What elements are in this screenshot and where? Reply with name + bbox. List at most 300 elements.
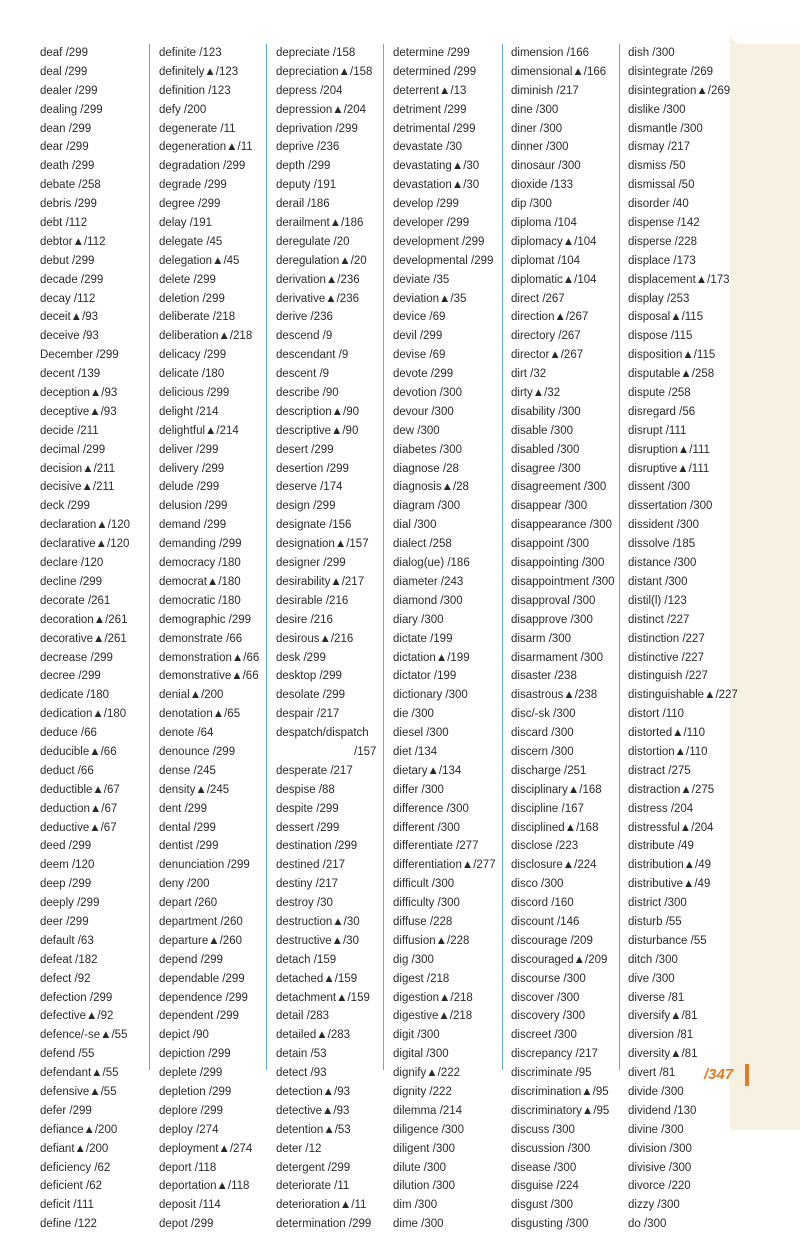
index-entry: defiant▲/200 (40, 1142, 109, 1155)
index-entry: despite /299 (276, 802, 339, 815)
index-entry: delete /299 (159, 273, 216, 286)
index-entry: democracy /180 (159, 557, 241, 570)
index-entry: die /300 (393, 708, 434, 721)
index-entry: devastation▲/30 (393, 179, 480, 192)
index-entry: dismiss /50 (628, 160, 686, 173)
index-entry: debt /112 (40, 217, 88, 230)
index-entry: division /300 (628, 1142, 692, 1155)
index-column-1 (40, 44, 152, 1234)
index-entry: display /253 (628, 292, 690, 305)
index-entry: descriptive▲/90 (276, 424, 359, 437)
index-entry: dismissal /50 (628, 179, 695, 192)
index-entry: depress /204 (276, 84, 343, 97)
index-entry: disabled /300 (511, 443, 580, 456)
index-entry: degeneration▲/11 (159, 141, 253, 154)
index-entry: dependent /299 (159, 1010, 239, 1023)
index-entry: discreet /300 (511, 1029, 577, 1042)
index-entry: designate /156 (276, 519, 352, 532)
index-entry: discipline /167 (511, 802, 584, 815)
index-entry: defeat /182 (40, 953, 98, 966)
index-entry: destination /299 (276, 840, 358, 853)
index-entry: desirability▲/217 (276, 575, 365, 588)
index-entry: deal /299 (40, 65, 88, 78)
index-entry: definition /123 (159, 84, 231, 97)
index-column-2 (159, 44, 271, 1234)
index-entry: democratic /180 (159, 594, 241, 607)
index-entry: deceive /93 (40, 330, 99, 343)
index-entry: despair /217 (276, 708, 340, 721)
index-entry: diffusion▲/228 (393, 934, 470, 947)
index-entry: dissident /300 (628, 519, 699, 532)
index-entry: defect /92 (40, 972, 91, 985)
index-entry: destined /217 (276, 859, 346, 872)
index-entry: digital /300 (393, 1048, 449, 1061)
index-entry: dish /300 (628, 47, 675, 59)
index-entry: disregard /56 (628, 405, 696, 418)
index-entry: delay /191 (159, 217, 213, 230)
index-entry: dismantle /300 (628, 122, 703, 135)
index-entry: dictation▲/199 (393, 651, 470, 664)
index-entry: digestive▲/218 (393, 1010, 473, 1023)
index-entry: determined /299 (393, 65, 477, 78)
index-entry: discord /160 (511, 897, 574, 910)
index-entry: dinner /300 (511, 141, 569, 154)
index-entry: detriment /299 (393, 103, 467, 116)
index-entry: discuss /300 (511, 1123, 575, 1136)
index-entry: diabetes /300 (393, 443, 463, 456)
index-entry: decorative▲/261 (40, 632, 127, 645)
index-entry: digit /300 (393, 1029, 440, 1042)
index-entry: discrepancy /217 (511, 1048, 598, 1061)
index-entry: devastate /30 (393, 141, 463, 154)
index-entry: desertion /299 (276, 462, 349, 475)
index-entry: denotation▲/65 (159, 708, 241, 721)
index-entry: deficit /111 (40, 1199, 94, 1212)
index-entry: degenerate /11 (159, 122, 236, 135)
index-entry: deficient /62 (40, 1180, 103, 1193)
index-entry: detain /53 (276, 1048, 327, 1061)
index-entry: dilemma /214 (393, 1104, 463, 1117)
index-entry: deny /200 (159, 878, 210, 891)
index-entry: disruption▲/111 (628, 443, 710, 456)
index-entry: dividend /130 (628, 1104, 697, 1117)
index-entry: detection▲/93 (276, 1085, 351, 1098)
index-entry: deployment▲/274 (159, 1142, 253, 1155)
index-entry: difference /300 (393, 802, 469, 815)
index-entry: determine /299 (393, 47, 470, 59)
index-entry: deputy /191 (276, 179, 337, 192)
index-entry: defective▲/92 (40, 1010, 114, 1023)
index-entry: directory /267 (511, 330, 581, 343)
index-entry: declare /120 (40, 557, 104, 570)
index-entry: disposal▲/115 (628, 311, 704, 324)
index-entry: distort /110 (628, 708, 685, 721)
index-entry: destroy /30 (276, 897, 333, 910)
index-entry: discouraged▲/209 (511, 953, 608, 966)
index-entry: delight /214 (159, 405, 219, 418)
index-entry: dentist /299 (159, 840, 219, 853)
index-entry: disturbance /55 (628, 934, 707, 947)
index-entry: diagram /300 (393, 500, 461, 513)
index-entry: detect /93 (276, 1067, 327, 1080)
index-entry: defence/-se▲/55 (40, 1029, 128, 1042)
index-entry: decisive▲/211 (40, 481, 115, 494)
index-entry: disagree /300 (511, 462, 581, 475)
index-entry: dear /299 (40, 141, 89, 154)
index-entry: deficiency /62 (40, 1161, 111, 1174)
index-entry: description▲/90 (276, 405, 359, 418)
index-entry: devote /299 (393, 368, 454, 381)
index-entry: dimensional▲/166 (511, 65, 607, 78)
index-entry: disappointing /300 (511, 557, 605, 570)
index-entry: discourse /300 (511, 972, 586, 985)
index-entry: district /300 (628, 897, 687, 910)
index-entry: dispute /258 (628, 387, 691, 400)
index-entry: divisive /300 (628, 1161, 692, 1174)
index-entry: diffuse /228 (393, 915, 453, 928)
index-entry: desktop /299 (276, 670, 342, 683)
index-entry: disappearance /300 (511, 519, 613, 532)
index-entry: distribute /49 (628, 840, 694, 853)
index-entry: defend /55 (40, 1048, 95, 1061)
index-entry: diagnose /28 (393, 462, 459, 475)
index-entry: depression▲/204 (276, 103, 367, 116)
index-entry: diversion /81 (628, 1029, 694, 1042)
index-entry: disruptive▲/111 (628, 462, 710, 475)
index-entry: differ /300 (393, 783, 444, 796)
index-entry: development /299 (393, 235, 485, 248)
index-entry: devastating▲/30 (393, 160, 480, 173)
index-entry: displacement▲/173 (628, 273, 730, 286)
index-entry: desirous▲/216 (276, 632, 354, 645)
index-entry: delivery /299 (159, 462, 225, 475)
index-entry: delusion /299 (159, 500, 228, 513)
index-entry: describe /90 (276, 387, 339, 400)
index-entry: deceit▲/93 (40, 311, 99, 324)
index-entry: direct /267 (511, 292, 565, 305)
index-entry: difficult /300 (393, 878, 455, 891)
index-entry: disclosure▲/224 (511, 859, 597, 872)
index-entry: diploma /104 (511, 217, 577, 230)
index-entry: death /299 (40, 160, 95, 173)
index-entry: derivative▲/236 (276, 292, 359, 305)
index-entry: deduction▲/67 (40, 802, 118, 815)
index-entry: debut /299 (40, 254, 95, 267)
index-entry: disaster /238 (511, 670, 577, 683)
index-entry: decay /112 (40, 292, 96, 305)
index-entry: digest /218 (393, 972, 450, 985)
column-divider (383, 44, 384, 1070)
index-entry: disgusting /300 (511, 1218, 589, 1231)
index-column-4 (393, 44, 505, 1234)
index-entry: disco /300 (511, 878, 564, 891)
index-entry: discriminate /95 (511, 1067, 592, 1080)
index-entry: difficulty /300 (393, 897, 460, 910)
index-entry: decorate /261 (40, 594, 111, 607)
index-entry: despatch/dispatch (276, 727, 369, 740)
index-entry: dissolve /185 (628, 538, 696, 551)
index-entry: displace /173 (628, 254, 696, 267)
index-entry: deaf /299 (40, 47, 88, 59)
index-entry: delicate /180 (159, 368, 225, 381)
index-entry: digestion▲/218 (393, 991, 473, 1004)
column-divider (266, 44, 267, 1070)
index-entry: derivation▲/236 (276, 273, 360, 286)
index-entry: definitely▲/123 (159, 65, 239, 78)
index-entry: denote /64 (159, 727, 214, 740)
index-entry: discussion /300 (511, 1142, 591, 1155)
index-entry: denunciation /299 (159, 859, 250, 872)
index-entry: demonstrative▲/66 (159, 670, 259, 683)
index-entry: disputable▲/258 (628, 368, 715, 381)
index-entry: deserve /174 (276, 481, 343, 494)
index-entry: deregulate /20 (276, 235, 350, 248)
index-entry: director▲/267 (511, 349, 584, 362)
index-entry: derail /186 (276, 198, 330, 211)
index-entry: distance /300 (628, 557, 697, 570)
index-entry: declaration▲/120 (40, 519, 131, 532)
index-entry: divide /300 (628, 1085, 684, 1098)
index-entry: ditch /300 (628, 953, 678, 966)
index-entry: detachment▲/159 (276, 991, 370, 1004)
index-entry: dislike /300 (628, 103, 686, 116)
index-entry: depth /299 (276, 160, 331, 173)
index-entry: detention▲/53 (276, 1123, 351, 1136)
index-entry: defy /200 (159, 103, 207, 116)
index-entry: disarm /300 (511, 632, 572, 645)
index-entry: define /122 (40, 1218, 97, 1231)
index-entry: dirty▲/32 (511, 387, 561, 400)
index-entry: distinctive /227 (628, 651, 705, 664)
index-entry: deed /299 (40, 840, 92, 853)
index-entry: deliver /299 (159, 443, 219, 456)
index-entry: deducible▲/66 (40, 745, 117, 758)
index-entry: dilution /300 (393, 1180, 456, 1193)
index-entry: devil /299 (393, 330, 443, 343)
index-entry: developer /299 (393, 217, 470, 230)
index-entry: despise /88 (276, 783, 335, 796)
index-entry: defection /299 (40, 991, 113, 1004)
index-entry: dime /300 (393, 1218, 444, 1231)
index-entry: diplomatic▲/104 (511, 273, 597, 286)
index-entry: diligent /300 (393, 1142, 456, 1155)
index-entry: depend /299 (159, 953, 223, 966)
index-entry: derive /236 (276, 311, 333, 324)
index-entry: divorce /220 (628, 1180, 691, 1193)
index-entry: dioxide /133 (511, 179, 574, 192)
index-entry: dictionary /300 (393, 689, 468, 702)
index-entry: disorder /40 (628, 198, 689, 211)
index-entry: dispose /115 (628, 330, 693, 343)
index-entry: debris /299 (40, 198, 97, 211)
index-entry: defer /299 (40, 1104, 92, 1117)
index-entry: descent /9 (276, 368, 330, 381)
index-entry: deductible▲/67 (40, 783, 120, 796)
index-entry: devour /300 (393, 405, 454, 418)
index-entry: dew /300 (393, 424, 440, 437)
index-entry: design /299 (276, 500, 336, 513)
index-entry: disposition▲/115 (628, 349, 716, 362)
index-entry: disarmament /300 (511, 651, 604, 664)
index-entry: dental /299 (159, 821, 216, 834)
index-entry: delegate /45 (159, 235, 223, 248)
index-entry: discovery /300 (511, 1010, 586, 1023)
index-entry: decade /299 (40, 273, 104, 286)
index-entry: destiny /217 (276, 878, 339, 891)
index-entry: dialect /258 (393, 538, 452, 551)
index-entry: dessert /299 (276, 821, 340, 834)
index-entry: discard /300 (511, 727, 574, 740)
index-entry: derailment▲/186 (276, 217, 364, 230)
index-entry: do /300 (628, 1218, 667, 1231)
index-entry: disciplined▲/168 (511, 821, 599, 834)
index-entry: deck /299 (40, 500, 90, 513)
index-entry: disguise /224 (511, 1180, 579, 1193)
index-entry: distant /300 (628, 575, 688, 588)
index-entry: dispense /142 (628, 217, 700, 230)
index-entry: dedicate /180 (40, 689, 110, 702)
index-entry: deliberate /218 (159, 311, 236, 324)
index-entry: dependence /299 (159, 991, 248, 1004)
index-entry: debate /258 (40, 179, 101, 192)
index-entry: dip /300 (511, 198, 552, 211)
index-entry: distinct /227 (628, 613, 690, 626)
index-entry: diligence /300 (393, 1123, 464, 1136)
index-entry: depict /90 (159, 1029, 209, 1042)
index-entry: disperse /228 (628, 235, 698, 248)
index-entry: diagnosis▲/28 (393, 481, 469, 494)
index-entry: developmental /299 (393, 254, 494, 267)
index-entry: demand /299 (159, 519, 227, 532)
index-entry: deprivation /299 (276, 122, 358, 135)
index-entry: discriminatory▲/95 (511, 1104, 610, 1117)
index-entry: deport /118 (159, 1161, 217, 1174)
index-entry: disciplinary▲/168 (511, 783, 602, 796)
index-entry: distil(l) /123 (628, 594, 687, 607)
index-entry: dedication▲/180 (40, 708, 127, 721)
index-entry: discourage /209 (511, 934, 593, 947)
index-entry: divert /81 (628, 1067, 676, 1080)
index-entry: deposit /114 (159, 1199, 221, 1212)
index-entry: deter /12 (276, 1142, 322, 1155)
index-entry: departure▲/260 (159, 934, 242, 947)
index-entry: defensive▲/55 (40, 1085, 117, 1098)
index-entry: dirt /32 (511, 368, 547, 381)
index-entry: demanding /299 (159, 538, 242, 551)
index-entry: develop /299 (393, 198, 459, 211)
index-entry: desolate /299 (276, 689, 346, 702)
index-entry: disappear /300 (511, 500, 588, 513)
index-entry: distinguishable▲/227 (628, 689, 738, 702)
index-entry: demographic /299 (159, 613, 252, 626)
index-entry: devotion /300 (393, 387, 463, 400)
index-entry: descend /9 (276, 330, 333, 343)
index-entry: disgust /300 (511, 1199, 574, 1212)
index-entry: dialog(ue) /186 (393, 557, 470, 570)
index-entry: deviate /35 (393, 273, 450, 286)
index-entry: differentiate /277 (393, 840, 479, 853)
index-entry: disable /300 (511, 424, 574, 437)
index-entry: dealing /299 (40, 103, 103, 116)
index-entry: December /299 (40, 349, 119, 362)
index-entry: deportation▲/118 (159, 1180, 250, 1193)
index-entry: desire /216 (276, 613, 333, 626)
index-entry: discover /300 (511, 991, 580, 1004)
index-entry: diversity▲/81 (628, 1048, 698, 1061)
index-entry: desk /299 (276, 651, 326, 664)
index-entry: diamond /300 (393, 594, 463, 607)
index-entry: delicious /299 (159, 387, 230, 400)
index-entry: denial▲/200 (159, 689, 224, 702)
index-entry: designer /299 (276, 557, 346, 570)
index-entry: distraction▲/275 (628, 783, 715, 796)
index-entry: dismay /217 (628, 141, 691, 154)
index-entry: disapproval /300 (511, 594, 596, 607)
column-divider (502, 44, 503, 1070)
index-entry: distortion▲/110 (628, 745, 708, 758)
index-entry: deceptive▲/93 (40, 405, 117, 418)
index-entry: disclose /223 (511, 840, 579, 853)
index-entry: delegation▲/45 (159, 254, 240, 267)
index-entry: disintegration▲/269 (628, 84, 731, 97)
index-entry: delude /299 (159, 481, 220, 494)
index-entry: deterrent▲/13 (393, 84, 467, 97)
column-divider (619, 44, 620, 1070)
index-entry: dilute /300 (393, 1161, 447, 1174)
index-entry: diary /300 (393, 613, 444, 626)
index-entry: diminish /217 (511, 84, 579, 97)
index-entry: dignity /222 (393, 1085, 452, 1098)
index-entry: decrease /299 (40, 651, 113, 664)
index-entry: distress /204 (628, 802, 694, 815)
index-entry: disease /300 (511, 1161, 577, 1174)
index-entry: dignify▲/222 (393, 1067, 461, 1080)
index-entry: dinosaur /300 (511, 160, 581, 173)
index-entry: different /300 (393, 821, 460, 834)
index-entry: definite /123 (159, 47, 222, 59)
index-entry: defendant▲/55 (40, 1067, 119, 1080)
index-entry: disastrous▲/238 (511, 689, 598, 702)
index-entry: demonstrate /66 (159, 632, 243, 645)
index-entry: determination /299 (276, 1218, 372, 1231)
index-entry: diameter /243 (393, 575, 464, 588)
index-entry: /157 (354, 745, 377, 758)
index-entry: delightful▲/214 (159, 424, 239, 437)
index-entry: deteriorate /11 (276, 1180, 350, 1193)
index-entry: deterioration▲/11 (276, 1199, 367, 1212)
index-entry: designation▲/157 (276, 538, 369, 551)
index-entry: dietary▲/134 (393, 764, 462, 777)
index-entry: discount /146 (511, 915, 580, 928)
index-entry: diversify▲/81 (628, 1010, 698, 1023)
index-entry: detailed▲/283 (276, 1029, 351, 1042)
index-entry: detail /283 (276, 1010, 330, 1023)
index-entry: degrade /299 (159, 179, 227, 192)
index-entry: detergent /299 (276, 1161, 351, 1174)
index-entry: disappoint /300 (511, 538, 590, 551)
index-entry: disc/-sk /300 (511, 708, 576, 721)
index-entry: disintegrate /269 (628, 65, 714, 78)
index-entry: depart /260 (159, 897, 218, 910)
index-entry: depiction /299 (159, 1048, 231, 1061)
index-entry: discern /300 (511, 745, 574, 758)
index-entry: distinction /227 (628, 632, 705, 645)
index-entry: declarative▲/120 (40, 538, 130, 551)
index-entry: deeply /299 (40, 897, 100, 910)
index-entry: decree /299 (40, 670, 101, 683)
index-entry: diplomacy▲/104 (511, 235, 597, 248)
index-entry: deer /299 (40, 915, 89, 928)
